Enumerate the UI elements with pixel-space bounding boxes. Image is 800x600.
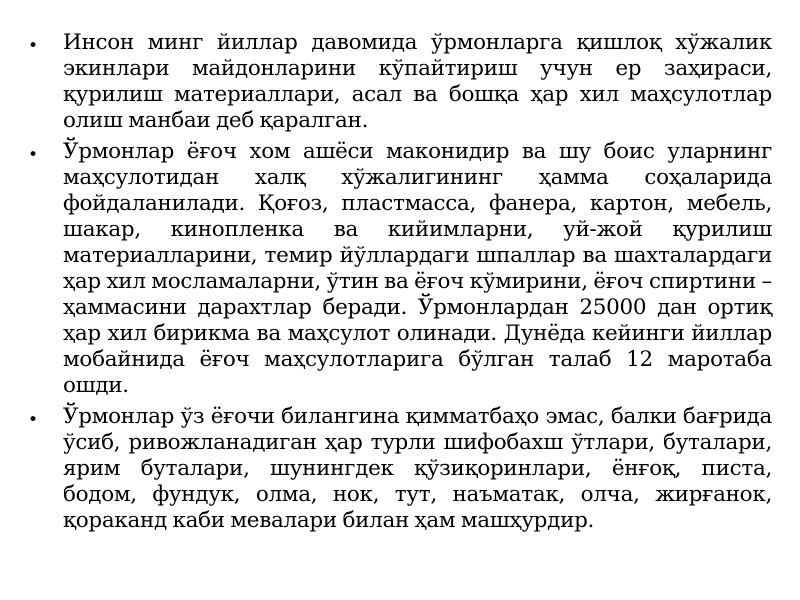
bullet-item-3	[28, 404, 772, 534]
bullet-text: Инсон минг йиллар давомида ўрмонларга қишлоқ хўжалик экинлари майдонларини кўпайтириш учун ер заҳираси, қурилиш материаллари, асал ва бошқа ҳар хил маҳсулотлар олиш манбаи деб қаралган.	[63, 30, 772, 133]
bullet-marker: •	[28, 410, 39, 430]
bullet-text: Ўрмонлар ўз ёғочи билангина қимматбаҳо эмас, балки бағрида ўсиб, ривожланадиган ҳар турли шифобахш ўтлари, буталари, ярим буталари, шунингдек қўзиқоринлари, ёнғоқ, писта, бодом, фундук, олма, нок, тут, наъматак, олча, жирғанок, қораканд каби мевалари билан ҳам машҳурдир.	[63, 404, 772, 533]
bullet-text: Ўрмонлар ёғоч хом ашёси маконидир ва шу боис уларнинг маҳсулотидан халқ хўжалигининг ҳамма соҳаларида фойдаланилади. Қоғоз, пластмасса, фанера, картон, мебель, шакар, кинопленка ва кийимларни, уй-жой қурилиш материалларини, темир йўллардаги шпаллар ва шахталардаги ҳар хил мосламаларни, ўтин ва ёғоч кўмирини, ёғоч спиртини – ҳаммасини дарахтлар беради. Ўрмонлардан 25000 дан ортиқ ҳар хил бирикма ва маҳсулот олинади. Дунёда кейинги йиллар мобайнида ёғоч маҳсулотларига бўлган талаб 12 маротаба ошди.	[63, 139, 772, 398]
bullet-item-1	[28, 30, 772, 134]
bullet-marker: •	[28, 36, 39, 56]
bullet-list	[28, 30, 772, 539]
bullet-marker: •	[28, 145, 39, 165]
bullet-item-2	[28, 139, 772, 399]
